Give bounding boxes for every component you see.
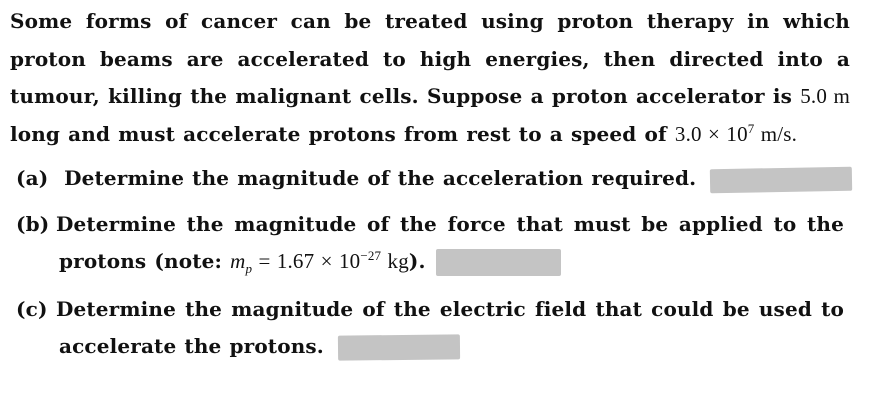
question-b-line-2	[16, 243, 844, 280]
target-speed-unit: m/s.	[754, 121, 797, 146]
question-b-text-3: ).	[408, 249, 426, 273]
intro-line-3-text: tumour, killing the malignant cells. Suppose a proton accelerator is	[10, 84, 801, 108]
question-a-label: (a)	[16, 166, 49, 190]
question-b	[16, 206, 844, 280]
proton-mass-value: = 1.67 × 10	[252, 249, 361, 273]
question-c-line-2	[16, 328, 844, 365]
question-b-text-2: protons (note:	[59, 249, 231, 273]
intro-line-3	[10, 78, 850, 116]
proton-mass	[230, 248, 409, 277]
intro-line-1: Some forms of cancer can be treated using proton therapy in which	[10, 9, 850, 33]
target-speed-exponent: 7	[747, 120, 755, 136]
accelerator-length: 5.0 m	[800, 84, 850, 108]
question-c-text-2: accelerate the protons.	[59, 334, 324, 358]
redacted-answer-c	[338, 334, 460, 360]
redacted-answer-a	[710, 166, 852, 192]
question-c-line-1	[16, 291, 844, 328]
problem-intro	[10, 3, 850, 153]
proton-mass-subscript: p	[245, 261, 253, 277]
proton-mass-exponent: −27	[360, 248, 382, 263]
question-a	[16, 160, 852, 197]
target-speed	[675, 122, 797, 146]
target-speed-base: 3.0 × 10	[674, 121, 748, 146]
proton-mass-symbol: m	[230, 249, 246, 273]
intro-line-2: proton beams are accelerated to high energies, then directed into a	[10, 46, 850, 71]
question-c-text-1: Determine the magnitude of the electric field that could be used to	[56, 297, 844, 321]
redacted-answer-b	[436, 249, 561, 276]
question-c-label: (c)	[16, 297, 48, 321]
question-b-line-1	[16, 206, 844, 243]
proton-mass-unit: kg	[381, 249, 409, 273]
intro-line-4-text: long and must accelerate protons from rest to a speed of	[10, 121, 675, 146]
question-b-label: (b)	[16, 212, 50, 236]
intro-line-4	[10, 116, 850, 154]
question-b-text-1: Determine the magnitude of the force that must be applied to the	[56, 212, 844, 236]
question-a-text: Determine the magnitude of the acceleration required.	[64, 166, 697, 190]
question-c	[16, 291, 844, 365]
